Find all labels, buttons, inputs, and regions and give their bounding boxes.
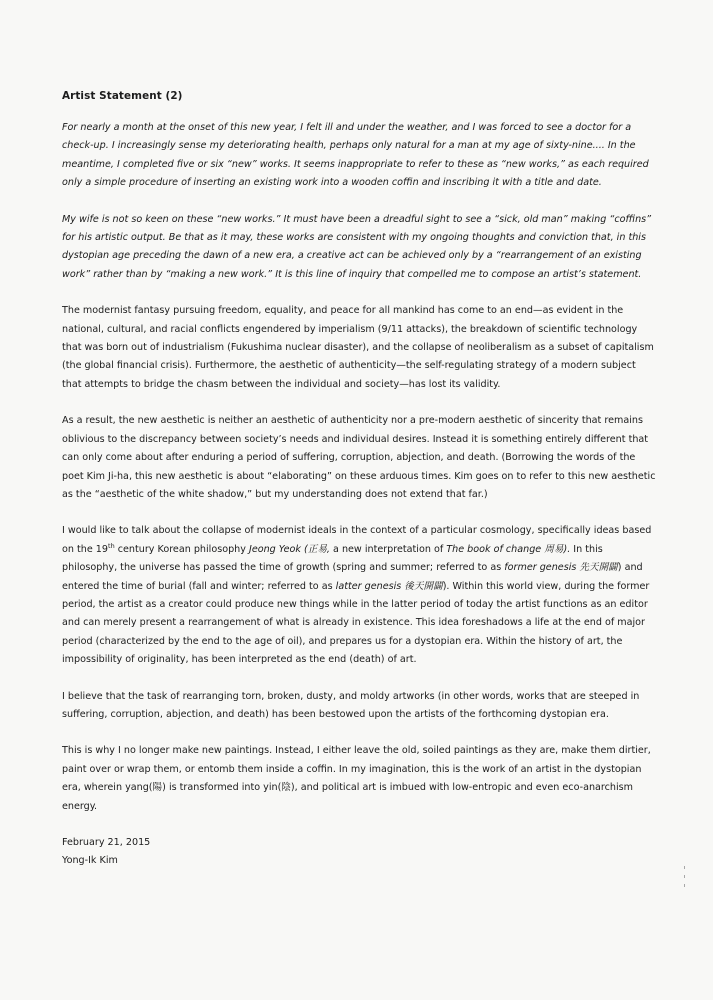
p5-text-2: century Korean philosophy bbox=[114, 543, 249, 555]
p5-text-6: ). Within this world view, during the former period, the artist as a creator could produce new things while in the latter period of today the artist functions as an editor and can merely present a rearrangement of what is already in existence. This idea foreshadows a life at the end of major period (characterized by the end to the age of oil), and prepares us for a dystopian era. Within the history of art, the impossibility of originality, has been interpreted as the end (death) of art. bbox=[62, 580, 650, 666]
p5-text-4: In this philosophy, the universe has passed the time of growth (spring and summer; referred to as bbox=[62, 543, 603, 574]
paragraph-4: As a result, the new aesthetic is neither an aesthetic of authenticity nor a pre-modern aesthetic of sincerity that remains oblivious to the discrepancy between society’s needs and individual desires. Instead it is something entirely different that can only come about after enduring a period of suffering, corruption, abjection, and death. (Borrowing the words of the poet Kim Ji-ha, this new aesthetic is about “elaborating” on these arduous times. Kim goes on to refer to this new aesthetic as the “aesthetic of the white shadow,” but my understanding does not extend that far.) bbox=[62, 415, 656, 500]
p5-text-5: ) and entered the time of burial (fall and winter; referred to as bbox=[62, 562, 643, 592]
p5-italic-jeong-yeok: Jeong Yeok (正易, bbox=[248, 543, 330, 555]
paragraph-6: I believe that the task of rearranging torn, broken, dusty, and moldy artworks (in other words, works that are steeped in suffering, corruption, abjection, and death) has been bestowed upon the artists of the forthcoming dystopian era. bbox=[62, 690, 640, 720]
statement-date: February 21, 2015 bbox=[62, 837, 151, 848]
paragraph-7: This is why I no longer make new paintings. Instead, I either leave the old, soiled paintings as they are, make them dirtier, paint over or wrap them, or entomb them inside a coffin. In my imagination, this is the work of an artist in the dystopian era, wherein yang(陽) is transformed into yin(陰), and political art is imbued with low-entropic and even eco-anarchism energy. bbox=[62, 745, 651, 812]
paragraph-5 bbox=[62, 522, 658, 669]
paragraph-2: My wife is not so keen on these “new works.” It must have been a dreadful sight to see a “sick, old man” making “coffins” for his artistic output. Be that as it may, these works are consistent with my ongoing thoughts and conviction that, in this dystopian age preceding the dawn of a new era, a creative act can be achieved only by a “rearrangement of an existing work” rather than by “making a new work.” It is this line of inquiry that compelled me to compose an artist’s statement. bbox=[62, 213, 652, 280]
p5-superscript: th bbox=[108, 541, 115, 550]
signature-block bbox=[62, 834, 658, 871]
author-name: Yong-Ik Kim bbox=[62, 855, 118, 867]
document-title: Artist Statement (2) bbox=[62, 90, 183, 102]
p5-italic-former-genesis: former genesis 先天開闢 bbox=[504, 562, 618, 574]
p5-text-1: I would like to talk about the collapse of modernist ideals in the context of a particular cosmology, specifically ideas based on the 19 bbox=[62, 525, 652, 555]
scan-mark bbox=[684, 860, 686, 900]
paragraph-3: The modernist fantasy pursuing freedom, equality, and peace for all mankind has come to an end—as evident in the national, cultural, and racial conflicts engendered by imperialism (9/11 attacks), the breakdown of scientific technology that was born out of industrialism (Fukushima nuclear disaster), and the collapse of neoliberalism as a subset of capitalism (the global financial crisis). Furthermore, the aesthetic of authenticity—the self-regulating strategy of a modern subject that attempts to bridge the chasm between the individual and society—has lost its validity. bbox=[62, 305, 654, 390]
p5-italic-book-of-change: The book of change 周易). bbox=[446, 543, 571, 555]
p5-text-3: a new interpretation of bbox=[329, 543, 447, 555]
document-body bbox=[62, 89, 658, 871]
p5-italic-latter-genesis: latter genesis 後天開闢 bbox=[335, 580, 443, 592]
paragraph-1: For nearly a month at the onset of this new year, I felt ill and under the weather, and I was forced to see a doctor for a check-up. I increasingly sense my deteriorating health, perhaps only natural for a man at my age of sixty-nine.... In the meantime, I completed five or six “new” works. It seems inappropriate to refer to these as “new works,” as each required only a simple procedure of inserting an existing work into a wooden coffin and inscribing it with a title and date. bbox=[62, 122, 649, 189]
